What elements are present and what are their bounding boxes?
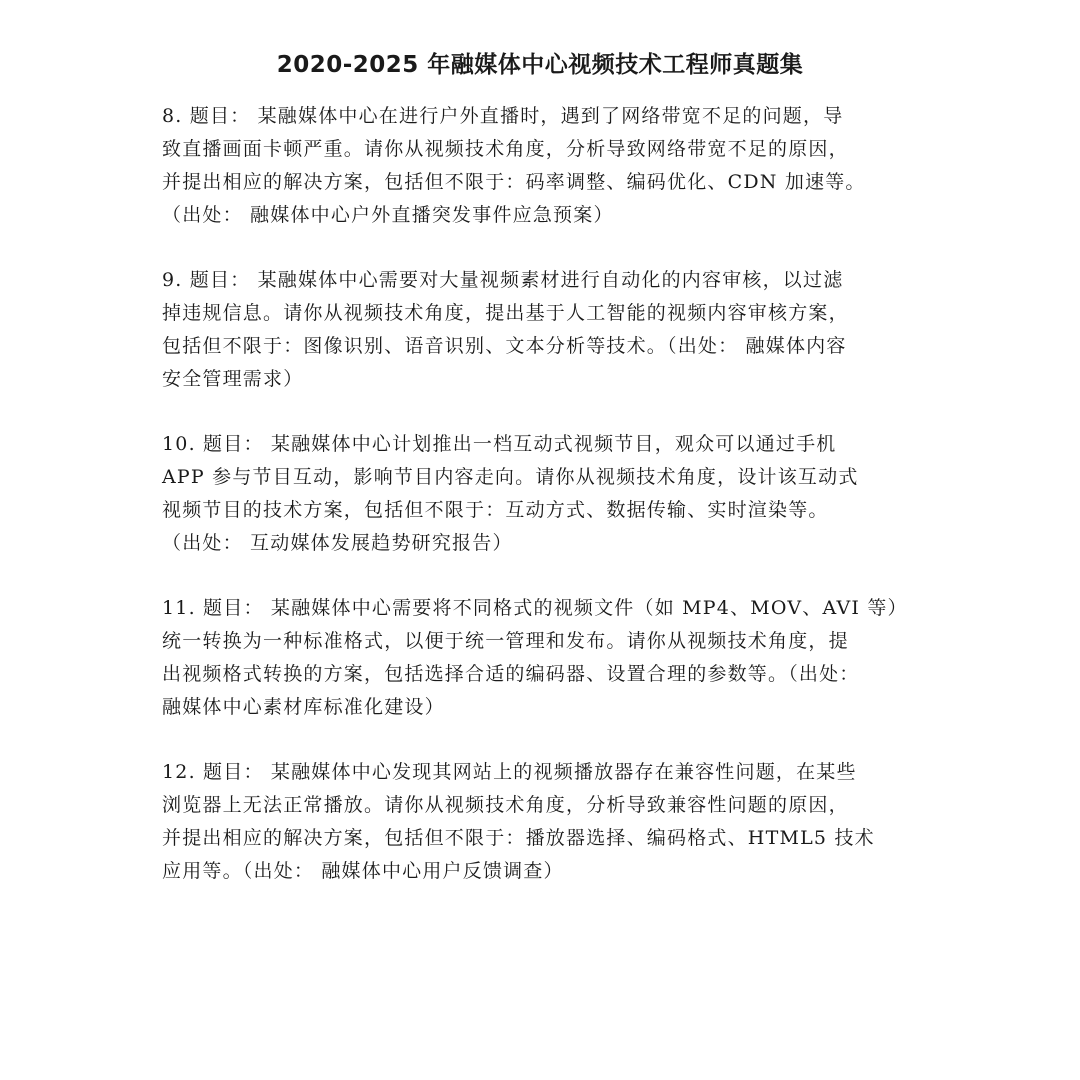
question-line: APP 参与节目互动，影响节目内容走向。请你从视频技术角度，设计该互动式 <box>162 466 859 488</box>
question-line: 10. 题目： 某融媒体中心计划推出一档互动式视频节目，观众可以通过手机 <box>162 433 837 455</box>
question-line: 掉违规信息。请你从视频技术角度，提出基于人工智能的视频内容审核方案， <box>162 302 849 324</box>
question-source-line: 融媒体中心素材库标准化建设） <box>162 696 445 718</box>
question-line: 并提出相应的解决方案，包括但不限于：播放器选择、编码格式、HTML5 技术 <box>162 827 875 849</box>
question-line: 并提出相应的解决方案，包括但不限于：码率调整、编码优化、CDN 加速等。 <box>162 171 866 193</box>
question-8 <box>162 100 922 232</box>
question-line: 视频节目的技术方案，包括但不限于：互动方式、数据传输、实时渲染等。 <box>162 499 829 521</box>
question-line: 包括但不限于：图像识别、语音识别、文本分析等技术。（出处： 融媒体内容 <box>162 335 847 357</box>
question-9 <box>162 264 922 396</box>
question-line: 9. 题目： 某融媒体中心需要对大量视频素材进行自动化的内容审核，以过滤 <box>162 269 844 291</box>
question-11 <box>162 592 922 724</box>
question-line: 出视频格式转换的方案，包括选择合适的编码器、设置合理的参数等。（出处： <box>162 663 860 685</box>
question-source-line: 安全管理需求） <box>162 368 304 390</box>
question-source-line: 应用等。（出处： 融媒体中心用户反馈调查） <box>162 860 564 882</box>
question-source-line: （出处： 互动媒体发展趋势研究报告） <box>162 532 513 554</box>
document-title: 2020-2025 年融媒体中心视频技术工程师真题集 <box>276 52 804 78</box>
question-line: 12. 题目： 某融媒体中心发现其网站上的视频播放器存在兼容性问题，在某些 <box>162 761 857 783</box>
question-line: 浏览器上无法正常播放。请你从视频技术角度，分析导致兼容性问题的原因， <box>162 794 849 816</box>
question-line: 致直播画面卡顿严重。请你从视频技术角度，分析导致网络带宽不足的原因， <box>162 138 849 160</box>
question-12 <box>162 756 922 888</box>
question-line: 统一转换为一种标准格式，以便于统一管理和发布。请你从视频技术角度，提 <box>162 630 849 652</box>
question-10 <box>162 428 922 560</box>
question-line: 11. 题目： 某融媒体中心需要将不同格式的视频文件（如 MP4、MOV、AVI 等） <box>162 597 908 619</box>
question-source-line: （出处： 融媒体中心户外直播突发事件应急预案） <box>162 204 614 226</box>
question-line: 8. 题目： 某融媒体中心在进行户外直播时，遇到了网络带宽不足的问题，导 <box>162 105 844 127</box>
